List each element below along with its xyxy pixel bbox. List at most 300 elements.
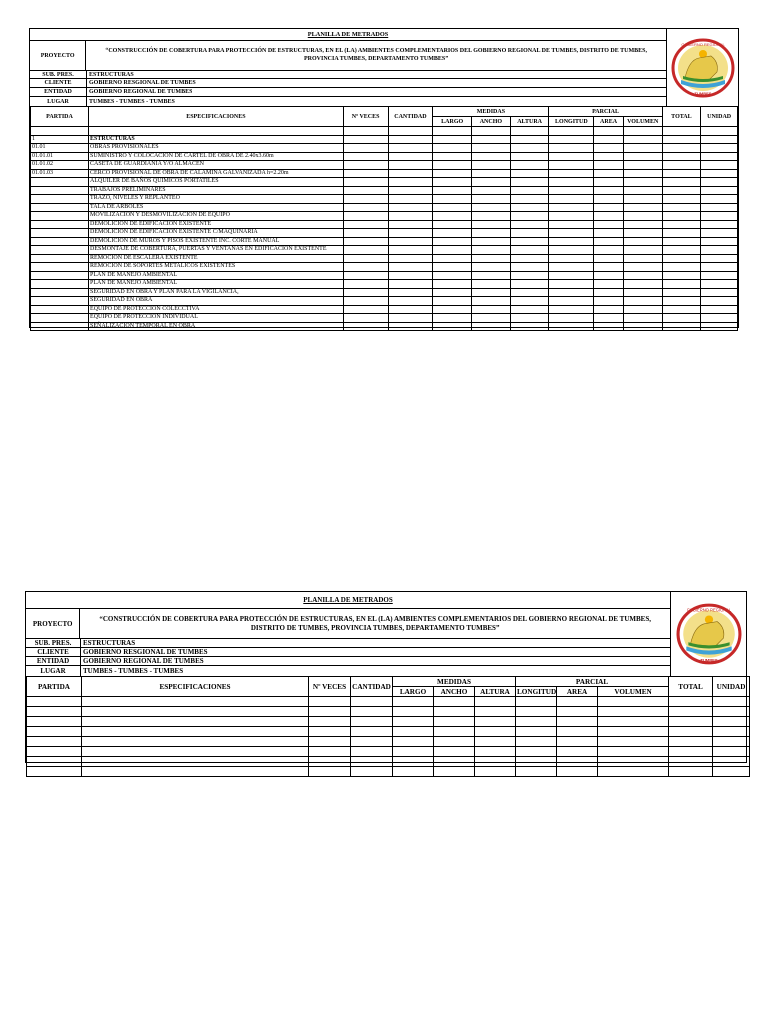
value-cell (549, 144, 594, 153)
table-row (31, 195, 738, 204)
value-cell (510, 212, 549, 221)
value-cell (472, 237, 511, 246)
value-cell (623, 178, 662, 187)
value-cell (433, 195, 472, 204)
empty-cell (669, 737, 713, 747)
value-cell (701, 271, 738, 280)
table-row (31, 152, 738, 161)
value-cell (549, 127, 594, 136)
empty-cell (516, 737, 557, 747)
gobierno-regional-tumbes-logo (676, 601, 742, 667)
empty-cell (598, 757, 669, 767)
value-cell (662, 280, 701, 289)
empty-cell (713, 707, 750, 717)
table-row (31, 263, 738, 272)
value-cell (549, 254, 594, 263)
proyecto-value: “CONSTRUCCIÓN DE COBERTURA PARA PROTECCIÓN DE ESTRUCTURAS, EN EL (LA) AMBIENTES COMPLEMENTARIOS DEL GOBIERNO REGIONAL DE TUMBES, DISTRITO DE TUMBES, PROVINCIA TUMBES, DEPARTAMENTO TUMBES” (105, 48, 647, 62)
value-cell (549, 314, 594, 323)
value-cell (343, 220, 388, 229)
value-cell (662, 127, 701, 136)
value-cell (472, 144, 511, 153)
empty-cell (557, 757, 598, 767)
proyecto-value: “CONSTRUCCIÓN DE COBERTURA PARA PROTECCIÓN DE ESTRUCTURAS, EN EL (LA) AMBIENTES COMPLEMENTARIOS DEL GOBIERNO REGIONAL DE TUMBES, DISTRITO DE TUMBES, PROVINCIA TUMBES, DEPARTAMENTO TUMBES” (99, 615, 651, 632)
lugar-label: LUGAR (30, 97, 87, 106)
table-row (31, 135, 738, 144)
value-cell (343, 263, 388, 272)
value-cell (388, 161, 433, 170)
table-row (27, 757, 750, 767)
especificacion-cell: DEMOLICION DE EDIFICACION EXISTENTE C/MAQUINARIA (89, 229, 344, 238)
value-cell (433, 144, 472, 153)
value-cell (701, 254, 738, 263)
empty-cell (598, 767, 669, 777)
entidad-label: ENTIDAD (26, 657, 81, 665)
sheet-title: PLANILLA DE METRADOS (30, 29, 666, 41)
value-cell (472, 314, 511, 323)
value-cell (701, 203, 738, 212)
value-cell (510, 322, 549, 331)
partida-cell (31, 246, 89, 255)
value-cell (623, 246, 662, 255)
value-cell (510, 220, 549, 229)
value-cell (549, 297, 594, 306)
value-cell (549, 169, 594, 178)
partida-cell (31, 271, 89, 280)
value-cell (343, 314, 388, 323)
empty-cell (82, 757, 309, 767)
value-cell (662, 220, 701, 229)
empty-cell (27, 737, 82, 747)
value-cell (549, 178, 594, 187)
value-cell (388, 195, 433, 204)
table-row (31, 305, 738, 314)
value-cell (388, 178, 433, 187)
empty-cell (27, 717, 82, 727)
value-cell (594, 127, 624, 136)
especificacion-cell: PLAN DE MANEJO AMBIENTAL (89, 271, 344, 280)
value-cell (594, 271, 624, 280)
value-cell (701, 178, 738, 187)
logo-text-bottom: TUMBES (699, 657, 718, 663)
value-cell (623, 237, 662, 246)
empty-cell (351, 737, 393, 747)
especificacion-cell: EQUIPO DE PROTECCION COLECCTIVA (89, 305, 344, 314)
value-cell (343, 195, 388, 204)
empty-cell (82, 747, 309, 757)
logo-text-bottom: TUMBES (694, 90, 711, 96)
value-cell (343, 127, 388, 136)
subpres-label: SUB. PRES. (26, 639, 81, 647)
empty-cell (393, 697, 434, 707)
value-cell (623, 263, 662, 272)
value-cell (662, 322, 701, 331)
empty-cell (82, 767, 309, 777)
value-cell (623, 135, 662, 144)
value-cell (510, 246, 549, 255)
partida-cell (31, 263, 89, 272)
value-cell (662, 314, 701, 323)
value-cell (623, 161, 662, 170)
value-cell (662, 254, 701, 263)
value-cell (472, 322, 511, 331)
empty-cell (669, 707, 713, 717)
table-row (31, 169, 738, 178)
metrados-table (30, 106, 738, 331)
empty-cell (669, 747, 713, 757)
col-longitud: LONGITUD (549, 117, 594, 127)
value-cell (472, 178, 511, 187)
partida-cell (31, 237, 89, 246)
value-cell (549, 237, 594, 246)
empty-cell (516, 747, 557, 757)
empty-cell (309, 767, 351, 777)
value-cell (388, 263, 433, 272)
table-row (31, 220, 738, 229)
value-cell (623, 271, 662, 280)
value-cell (433, 314, 472, 323)
value-cell (343, 229, 388, 238)
value-cell (594, 178, 624, 187)
value-cell (549, 271, 594, 280)
value-cell (510, 288, 549, 297)
empty-cell (434, 747, 475, 757)
col-veces: Nº VECES (309, 677, 351, 697)
value-cell (701, 144, 738, 153)
partida-cell (31, 212, 89, 221)
value-cell (433, 203, 472, 212)
value-cell (472, 195, 511, 204)
value-cell (701, 288, 738, 297)
empty-cell (475, 717, 516, 727)
value-cell (472, 203, 511, 212)
value-cell (388, 220, 433, 229)
value-cell (623, 305, 662, 314)
value-cell (662, 297, 701, 306)
lugar-row (30, 97, 666, 106)
value-cell (343, 212, 388, 221)
value-cell (549, 186, 594, 195)
col-total: TOTAL (669, 677, 713, 697)
subpres-value: ESTRUCTURAS (89, 71, 134, 78)
empty-cell (393, 717, 434, 727)
entidad-row (30, 88, 666, 97)
value-cell (510, 305, 549, 314)
subpres-row (26, 639, 670, 648)
empty-cell (713, 727, 750, 737)
value-cell (662, 195, 701, 204)
value-cell (343, 246, 388, 255)
empty-cell (82, 727, 309, 737)
especificacion-cell: REMOCION DE ESCALERA EXISTENTE (89, 254, 344, 263)
value-cell (623, 195, 662, 204)
value-cell (549, 203, 594, 212)
table-row (27, 747, 750, 757)
value-cell (662, 169, 701, 178)
empty-cell (82, 737, 309, 747)
value-cell (594, 280, 624, 289)
value-cell (701, 169, 738, 178)
proyecto-label: PROYECTO (30, 41, 86, 70)
partida-cell (31, 178, 89, 187)
value-cell (343, 186, 388, 195)
table-row (27, 767, 750, 777)
empty-cell (713, 697, 750, 707)
empty-cell (557, 707, 598, 717)
value-cell (510, 127, 549, 136)
partida-cell: 01.01.02 (31, 161, 89, 170)
value-cell (388, 229, 433, 238)
value-cell (594, 297, 624, 306)
especificacion-cell: OBRAS PROVISIONALES (89, 144, 344, 153)
empty-cell (598, 747, 669, 757)
table-row (27, 727, 750, 737)
empty-cell (516, 767, 557, 777)
lugar-value: TUMBES - TUMBES - TUMBES (83, 667, 184, 675)
value-cell (623, 186, 662, 195)
logo-cell (666, 29, 738, 106)
empty-cell (27, 697, 82, 707)
empty-cell (669, 717, 713, 727)
value-cell (594, 152, 624, 161)
empty-cell (713, 717, 750, 727)
partida-cell (31, 305, 89, 314)
value-cell (623, 229, 662, 238)
empty-cell (475, 697, 516, 707)
value-cell (662, 203, 701, 212)
value-cell (433, 322, 472, 331)
col-cantidad: CANTIDAD (388, 107, 433, 127)
partida-cell (31, 186, 89, 195)
empty-cell (669, 757, 713, 767)
value-cell (388, 305, 433, 314)
empty-cell (309, 737, 351, 747)
value-cell (433, 288, 472, 297)
value-cell (549, 161, 594, 170)
value-cell (549, 195, 594, 204)
logo-cell (670, 592, 746, 676)
value-cell (701, 305, 738, 314)
empty-cell (713, 737, 750, 747)
especificacion-cell: ALQUILER DE BAÑOS QUIMICOS PORTATILES (89, 178, 344, 187)
proyecto-label: PROYECTO (26, 609, 80, 638)
value-cell (472, 220, 511, 229)
value-cell (510, 178, 549, 187)
table-row (31, 271, 738, 280)
partida-cell (31, 220, 89, 229)
empty-cell (351, 697, 393, 707)
empty-cell (82, 717, 309, 727)
col-altura: ALTURA (510, 117, 549, 127)
value-cell (433, 161, 472, 170)
value-cell (623, 152, 662, 161)
partida-cell (31, 195, 89, 204)
empty-cell (27, 707, 82, 717)
value-cell (472, 169, 511, 178)
table-row (31, 161, 738, 170)
especificacion-cell: MOVILIZACION Y DESMOVILIZACION DE EQUIPO (89, 212, 344, 221)
entidad-value: GOBIERNO REGIONAL DE TUMBES (83, 657, 204, 665)
subpres-row (30, 71, 666, 79)
value-cell (510, 161, 549, 170)
value-cell (549, 305, 594, 314)
table-row (27, 717, 750, 727)
empty-cell (516, 727, 557, 737)
table-row (31, 229, 738, 238)
empty-cell (351, 727, 393, 737)
empty-cell (393, 767, 434, 777)
value-cell (343, 203, 388, 212)
empty-cell (669, 767, 713, 777)
empty-cell (475, 757, 516, 767)
empty-cell (309, 747, 351, 757)
value-cell (662, 152, 701, 161)
value-cell (472, 288, 511, 297)
value-cell (662, 246, 701, 255)
value-cell (472, 152, 511, 161)
empty-cell (598, 727, 669, 737)
value-cell (433, 135, 472, 144)
especificacion-cell: SEGURIDAD EN OBRA (89, 297, 344, 306)
value-cell (343, 161, 388, 170)
value-cell (623, 169, 662, 178)
value-cell (662, 144, 701, 153)
table-row (27, 707, 750, 717)
partida-cell (31, 314, 89, 323)
logo-text-top: GOBIERNO REGIONAL (686, 607, 731, 613)
empty-cell (475, 767, 516, 777)
value-cell (472, 297, 511, 306)
empty-cell (309, 707, 351, 717)
col-veces: Nº VECES (343, 107, 388, 127)
empty-cell (434, 727, 475, 737)
value-cell (343, 169, 388, 178)
cliente-row (26, 648, 670, 657)
especificacion-cell: TRAZO, NIVELES Y REPLANTEO (89, 195, 344, 204)
empty-cell (598, 717, 669, 727)
col-volumen: VOLUMEN (623, 117, 662, 127)
value-cell (433, 152, 472, 161)
col-total: TOTAL (662, 107, 701, 127)
value-cell (662, 229, 701, 238)
value-cell (433, 127, 472, 136)
value-cell (549, 212, 594, 221)
empty-cell (557, 767, 598, 777)
value-cell (662, 305, 701, 314)
table-row (31, 178, 738, 187)
value-cell (388, 212, 433, 221)
value-cell (549, 135, 594, 144)
empty-cell (475, 707, 516, 717)
value-cell (510, 152, 549, 161)
value-cell (343, 271, 388, 280)
especificacion-cell (89, 127, 344, 136)
col-partida: PARTIDA (31, 107, 89, 127)
value-cell (594, 246, 624, 255)
especificacion-cell: SUMINISTRO Y COLOCACION DE CARTEL DE OBRA DE 2.40x3.60m (89, 152, 344, 161)
value-cell (343, 280, 388, 289)
empty-cell (669, 697, 713, 707)
col-area: AREA (594, 117, 624, 127)
value-cell (388, 314, 433, 323)
value-cell (701, 237, 738, 246)
value-cell (343, 254, 388, 263)
value-cell (388, 186, 433, 195)
value-cell (433, 169, 472, 178)
value-cell (510, 314, 549, 323)
value-cell (701, 314, 738, 323)
value-cell (388, 254, 433, 263)
empty-cell (309, 727, 351, 737)
value-cell (662, 212, 701, 221)
value-cell (472, 229, 511, 238)
value-cell (343, 322, 388, 331)
empty-cell (393, 747, 434, 757)
cliente-label: CLIENTE (30, 79, 87, 87)
col-especificaciones: ESPECIFICACIONES (82, 677, 309, 697)
col-medidas: MEDIDAS (433, 107, 549, 117)
value-cell (594, 229, 624, 238)
empty-cell (713, 757, 750, 767)
value-cell (623, 127, 662, 136)
value-cell (594, 305, 624, 314)
value-cell (594, 161, 624, 170)
col-altura: ALTURA (475, 687, 516, 697)
table-row (31, 254, 738, 263)
value-cell (510, 271, 549, 280)
empty-cell (351, 707, 393, 717)
value-cell (594, 288, 624, 297)
value-cell (388, 169, 433, 178)
empty-cell (516, 707, 557, 717)
value-cell (594, 135, 624, 144)
col-cantidad: CANTIDAD (351, 677, 393, 697)
especificacion-cell: REMOCION DE SOPORTES METALICOS EXISTENTES (89, 263, 344, 272)
value-cell (472, 161, 511, 170)
especificacion-cell: TALA DE ARBOLES (89, 203, 344, 212)
empty-cell (82, 697, 309, 707)
empty-cell (475, 727, 516, 737)
value-cell (433, 254, 472, 263)
entidad-value: GOBIERNO REGIONAL DE TUMBES (89, 89, 193, 95)
empty-cell (434, 767, 475, 777)
value-cell (388, 280, 433, 289)
metrados-sheet-2 (25, 591, 747, 763)
table-row (31, 314, 738, 323)
empty-cell (557, 697, 598, 707)
empty-cell (309, 757, 351, 767)
table-row (31, 127, 738, 136)
value-cell (701, 297, 738, 306)
value-cell (343, 135, 388, 144)
value-cell (662, 178, 701, 187)
value-cell (433, 212, 472, 221)
value-cell (549, 246, 594, 255)
table-row (27, 697, 750, 707)
empty-cell (393, 727, 434, 737)
col-parcial: PARCIAL (549, 107, 662, 117)
especificacion-cell: EQUIPO DE PROTECCION INDIVIDUAL (89, 314, 344, 323)
empty-cell (82, 707, 309, 717)
empty-cell (516, 717, 557, 727)
gobierno-regional-tumbes-logo (671, 38, 735, 98)
value-cell (662, 186, 701, 195)
empty-cell (434, 717, 475, 727)
col-ancho: ANCHO (472, 117, 511, 127)
value-cell (510, 135, 549, 144)
especificacion-cell: TRABAJOS PRELIMINARES (89, 186, 344, 195)
especificacion-cell: SEGURIDAD EN OBRA Y PLAN PARA LA VIGILANCIA, (89, 288, 344, 297)
proyecto-row (26, 609, 670, 639)
